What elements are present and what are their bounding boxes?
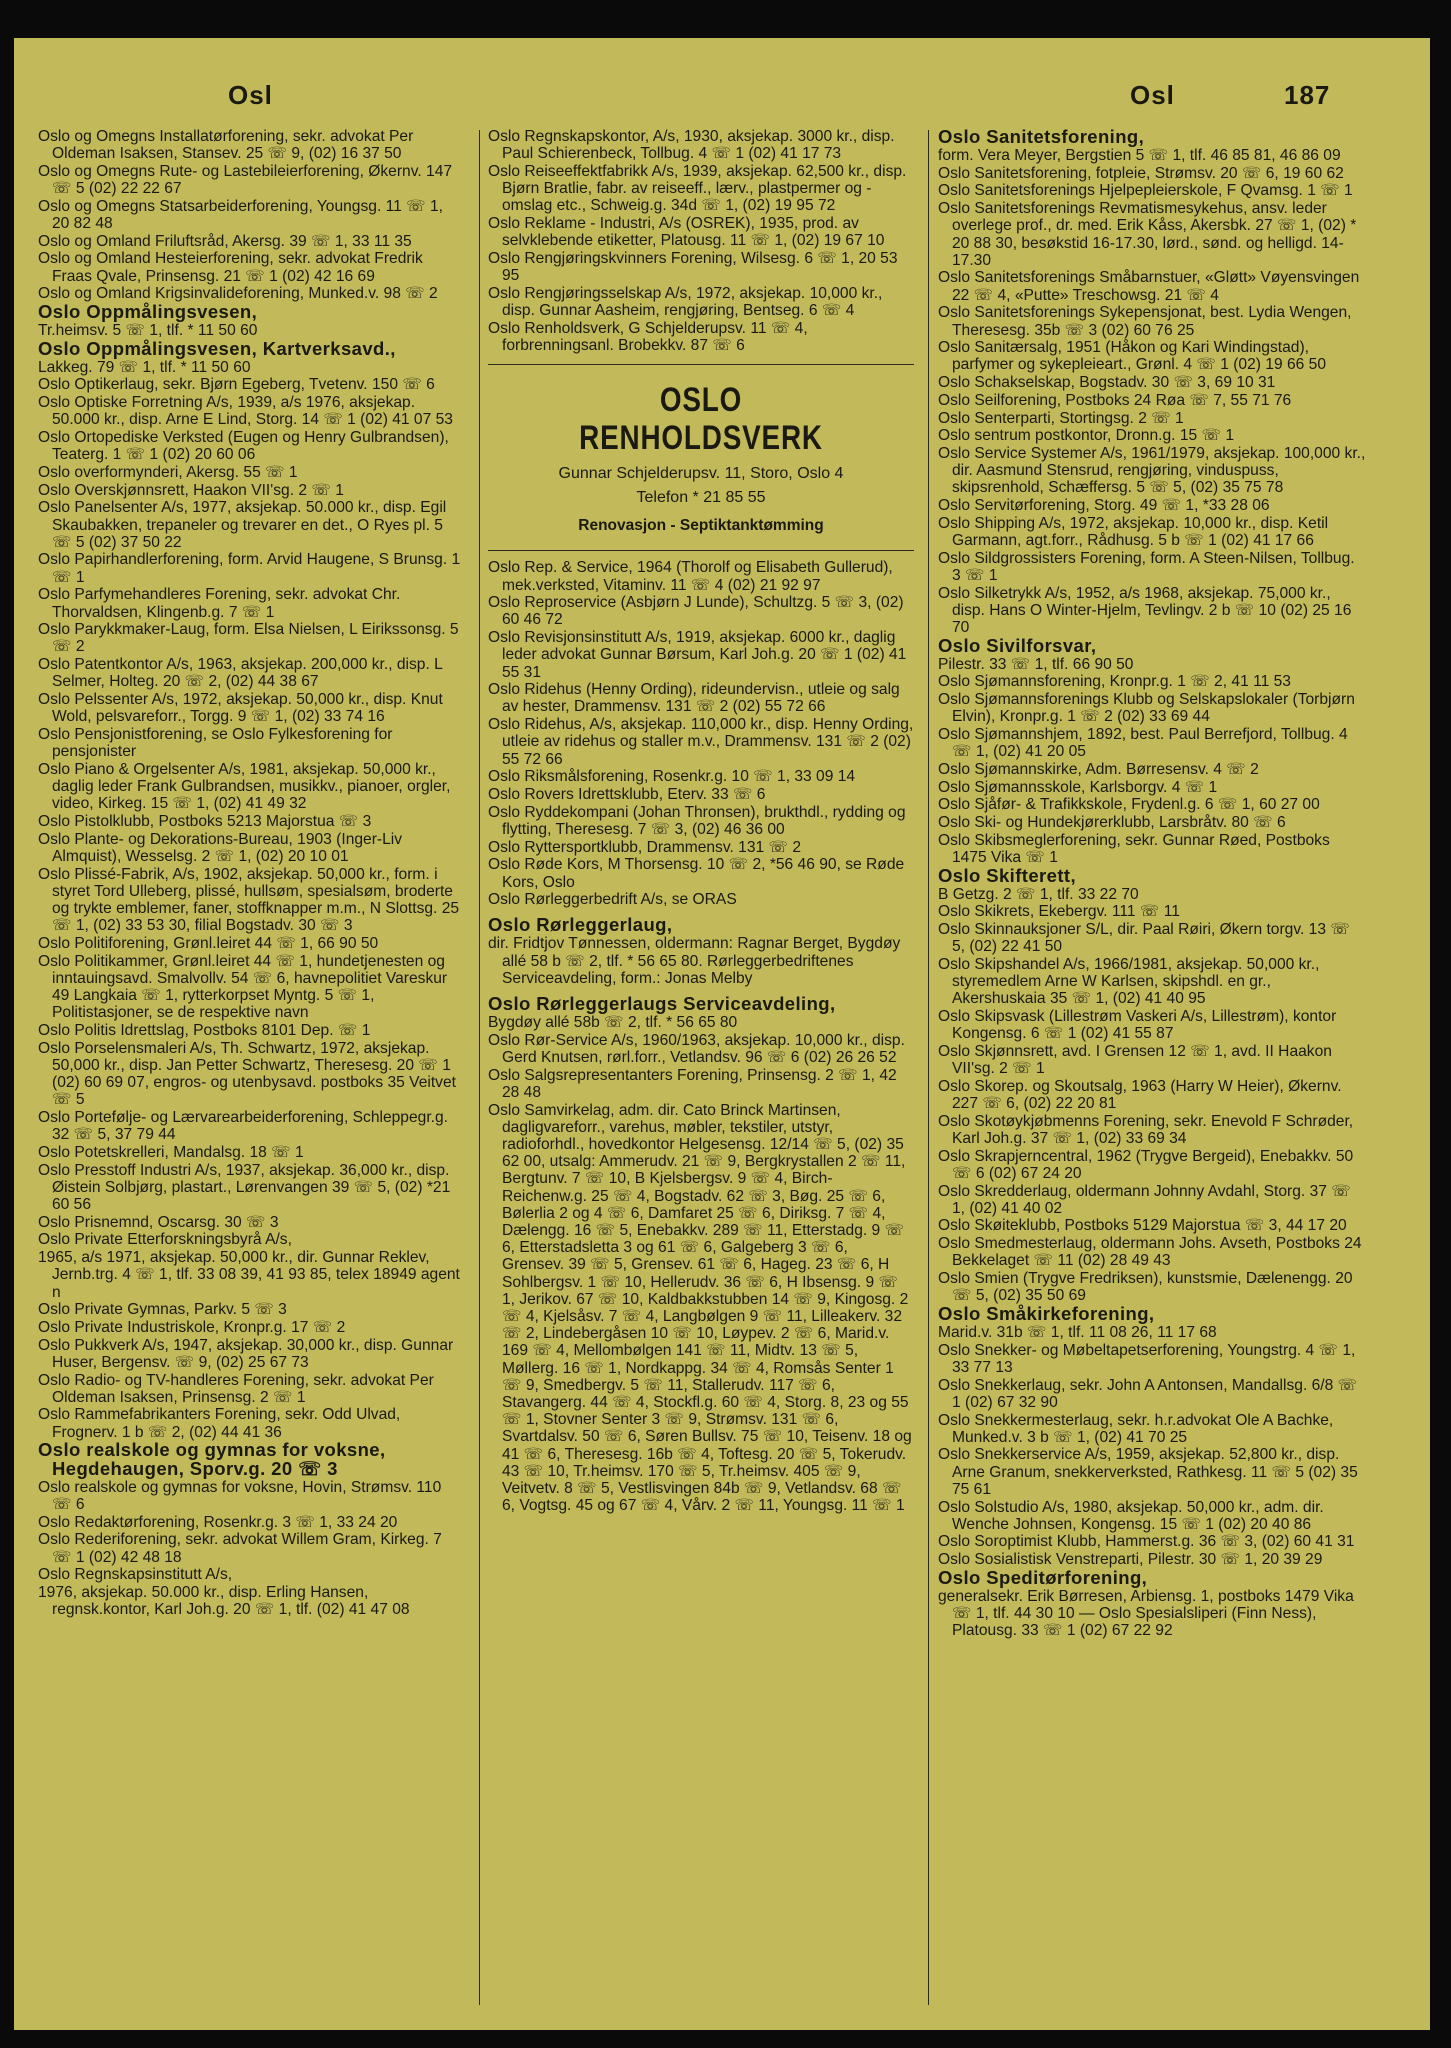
listing: Oslo Samvirkelag, adm. dir. Cato Brinck Martinsen, dagligvareforr., varehus, møbler, tekstiler, utstyr, radioforhdl., hovedkontor Helgesensg. 12/14 ☏ 5, (02) 35 62 00, utsalg: Ammerudv. 21 ☏ 9, Bergkrystallen 2 ☏ 11, Bergtunv. 7 ☏ 10, B Kjelsbergsv. 9 ☏ 4, Birch-Reichenw.g. 25 ☏ 4, Bogstadv. 62 ☏ 3, Bøg. 25 ☏ 6, Bølerlia 2 og 4 ☏ 6, Damfaret 25 ☏ 6, Diriksg. 7 ☏ 4, Dælengg. 16 ☏ 5, Enebakkv. 289 ☏ 11, Etterstadg. 9 ☏ 6, Etterstadsletta 3 og 61 ☏ 6, Galgeberg 3 ☏ 6, Grensev. 39 ☏ 5, Grensev. 61 ☏ 6, Hageg. 23 ☏ 6, H Sohlbergsv. 1 ☏ 10, Hellerudv. 36 ☏ 6, H Ibsensg. 9 ☏ 1, Jerikov. 67 ☏ 10, Kaldbakkstubben 14 ☏ 9, Kingosg. 2 ☏ 4, Kjelsåsv. 7 ☏ 4, Langbølgen 9 ☏ 11, Lilleakerv. 32 ☏ 2, Lindebergåsen 10 ☏ 10, Løypev. 2 ☏ 6, Marid.v. 169 ☏ 4, Mellombølgen 141 ☏ 11, Midtv. 13 ☏ 5, Møllerg. 16 ☏ 1, Nordkappg. 34 ☏ 4, Romsås Senter 1 ☏ 9, Smedbergv. 5 ☏ 11, Stallerudv. 117 ☏ 6, Stavangerg. 44 ☏ 4, Stockfl.g. 60 ☏ 4, Storg. 8, 23 og 55 ☏ 1, Stovner Senter 3 ☏ 9, Strømsv. 131 ☏ 6, Svartdalsv. 50 ☏ 6, Søren Bullsv. 75 ☏ 10, Teisenv. 18 og 41 ☏ 6, Theresesg. 16b ☏ 4, Toftesg. 20 ☏ 5, Tokerudv. 43 ☏ 10, Tr.heimsv. 170 ☏ 5, Tr.heimsv. 405 ☏ 9, Veitvetv. 8 ☏ 5, Vestlisvingen 84b ☏ 9, Vetlandsv. 68 ☏ 6, Vogtsg. 45 og 67 ☏ 4, Vårv. 2 ☏ 11, Youngsg. 11 ☏ 1 (488, 1101, 912, 1515)
listing: Oslo Rengjøringskvinners Forening, Wilsesg. 6 ☏ 1, 20 53 95 (488, 249, 898, 285)
listing: Oslo Rengjøringsselskap A/s, 1972, aksjekap. 10,000 kr., disp. Gunnar Aasheim, rengjøring, Bentseg. 6 ☏ 4 (488, 284, 883, 320)
listing: Oslo Reklame - Industri, A/s (OSREK), 1935, prod. av selvklebende etiketter, Platousg. 11 ☏ 1, (02) 19 67 10 (488, 215, 885, 250)
listing: Oslo Sanitetsforenings Hjelpepleierskole, F Qvamsg. 1 ☏ 1 (938, 182, 1353, 200)
listing: Oslo Sjåfør- & Trafikkskole, Frydenl.g. 6 ☏ 1, 60 27 00 (938, 796, 1320, 814)
listing: Oslo Schakselskap, Bogstadv. 30 ☏ 3, 69 10 31 (938, 374, 1276, 392)
listing: Oslo Rørleggerbedrift A/s, se ORAS (488, 891, 737, 909)
column-left (38, 128, 464, 1619)
right-running-head: Osl (1130, 80, 1175, 110)
listing: Oslo Ryttersportklubb, Drammensv. 131 ☏ 2 (488, 838, 802, 856)
listing: Oslo Sildgrossisters Forening, form. A Steen-Nilsen, Tollbug. 3 ☏ 1 (938, 549, 1355, 584)
listing: Oslo Piano & Orgelsenter A/s, 1981, aksjekap. 50,000 kr., daglig leder Frank Gulbrandsen, musikkv., pianoer, orgler, video, Kirkeg. 15 ☏ 1, (02) 41 49 32 (38, 760, 451, 813)
listing: Marid.v. 31b ☏ 1, tlf. 11 08 26, 11 17 68 (938, 1324, 1217, 1341)
listing: Oslo Skibsmeglerforening, sekr. Gunnar Røed, Postboks 1475 Vika ☏ 1 (938, 831, 1330, 866)
listing: Oslo Skipsvask (Lillestrøm Vaskeri A/s, Lillestrøm), kontor Kongensg. 6 ☏ 1 (02) 41 55 87 (938, 1008, 1337, 1043)
listing: Oslo Sjømannsskole, Karlsborgv. 4 ☏ 1 (938, 778, 1218, 796)
listing: Oslo Silketrykk A/s, 1952, a/s 1968, aksjekap. 75,000 kr., disp. Hans O Winter-Hjelm, Tevlingv. 2 b ☏ 10 (02) 25 16 70 (938, 584, 1352, 636)
listing: Oslo Sanitærsalg, 1951 (Håkon og Kari Windingstad), parfymer og sykepleieart., Grønl. 4 ☏ 1 (02) 19 66 50 (938, 339, 1326, 374)
column-right (938, 128, 1366, 1640)
listing: Oslo Reproservice (Asbjørn J Lunde), Schultzg. 5 ☏ 3, (02) 60 46 72 (488, 594, 904, 629)
listing: Oslo Sosialistisk Venstreparti, Pilestr. 30 ☏ 1, 20 39 29 (938, 1551, 1323, 1569)
listing: Oslo Skjønnsrett, avd. I Grensen 12 ☏ 1, avd. II Haakon VII'sg. 2 ☏ 1 (938, 1042, 1332, 1078)
listing: Oslo Ski- og Hundekjørerklubb, Larsbråtv. 80 ☏ 6 (938, 814, 1286, 832)
directory-page (14, 38, 1430, 2030)
listing: Oslo Shipping A/s, 1972, aksjekap. 10,000 kr., disp. Ketil Garmann, agt.forr., Rådhusg. 5 b ☏ 1 (02) 41 17 66 (938, 514, 1329, 549)
listing-heading: Oslo Rørleggerlaugs Serviceavdeling, (488, 993, 836, 1015)
listing: Oslo Portefølje- og Lærvarearbeiderforening, Schleppegr.g. 32 ☏ 5, 37 79 44 (38, 1108, 448, 1144)
listing: Oslo Snekkermesterlaug, sekr. h.r.advokat Ole A Bachke, Munked.v. 3 b ☏ 1, (02) 41 70 25 (938, 1411, 1334, 1446)
page-number: 187 (1284, 80, 1331, 110)
listing: Lakkeg. 79 ☏ 1, tlf. * 11 50 60 (38, 358, 251, 376)
ad-services: Renovasjon - Septiktanktømming (578, 517, 824, 535)
listing: Oslo Rederiforening, sekr. advokat Willem Gram, Kirkeg. 7 ☏ 1 (02) 42 48 18 (38, 1531, 442, 1566)
listing: Oslo Ortopediske Verksted (Eugen og Henry Gulbrandsen), Teaterg. 1 ☏ 1 (02) 20 60 06 (38, 429, 449, 464)
listing: Oslo Skikrets, Ekebergv. 111 ☏ 11 (938, 903, 1180, 921)
listing: Oslo og Omegns Statsarbeiderforening, Youngsg. 11 ☏ 1, 20 82 48 (38, 197, 443, 233)
listing: Oslo Plante- og Dekorations-Bureau, 1903 (Inger-Liv Almquist), Wesselsg. 2 ☏ 1, (02) 20 10 01 (38, 830, 403, 865)
listing: Oslo Pensjonistforening, se Oslo Fylkesforening for pensjonister (38, 726, 393, 761)
ad-title-line-1: OSLO (659, 381, 743, 420)
listing: Oslo Rovers Idrettsklubb, Eterv. 33 ☏ 6 (488, 785, 766, 803)
listing: Oslo Radio- og TV-handleres Forening, sekr. advokat Per Oldeman Isaksen, Prinsensg. 2 ☏ 1 (38, 1371, 434, 1406)
listing: Oslo Sjømannshjem, 1892, best. Paul Berrefjord, Tollbug. 4 ☏ 1, (02) 41 20 05 (938, 726, 1348, 761)
listing: Tr.heimsv. 5 ☏ 1, tlf. * 11 50 60 (38, 322, 258, 340)
listing: Oslo Snekkerlaug, sekr. John A Antonsen, Mandallsg. 6/8 ☏ 1 (02) 67 32 90 (938, 1376, 1358, 1411)
listing: Oslo Rep. & Service, 1964 (Thorolf og Elisabeth Gullerud), mek.verksted, Vitaminv. 11 ☏ 4 (02) 21 92 97 (488, 559, 893, 594)
listing: Oslo Sanitetsforenings Småbarnstuer, «Gløtt» Vøyensvingen 22 ☏ 4, «Putte» Treschowsg. 21 ☏ 4 (938, 269, 1360, 304)
advertisement-box (488, 373, 914, 540)
listing-heading: Oslo Oppmålingsvesen, (38, 301, 258, 323)
listing: Oslo Parfymehandleres Forening, sekr. advokat Chr. Thorvaldsen, Klingenb.g. 7 ☏ 1 (38, 586, 401, 621)
listing: Oslo Skredderlaug, oldermann Johnny Avdahl, Storg. 37 ☏ 1, (02) 41 40 02 (938, 1182, 1351, 1217)
listing: Oslo Solstudio A/s, 1980, aksjekap. 50,000 kr., adm. dir. Wenche Johnsen, Kongensg. 15 ☏ 1 (02) 20 40 86 (938, 1498, 1324, 1533)
listing: Oslo Optikerlaug, sekr. Bjørn Egeberg, Tvetenv. 150 ☏ 6 (38, 376, 435, 394)
listing: Oslo Plissé-Fabrik, A/s, 1902, aksjekap. 50,000 kr., form. i styret Tord Ulleberg, plissé, hullsøm, spesialsøm, broderte og trykte emblemer, faner, stoffknapper m.m., N Slottsg. 25 ☏ 1, (02) 33 53 30, filial Bogstadv. 30 ☏ 3 (38, 865, 460, 935)
listing: Oslo sentrum postkontor, Dronn.g. 15 ☏ 1 (938, 427, 1234, 445)
listing: Oslo overformynderi, Akersg. 55 ☏ 1 (38, 463, 298, 481)
listing: Oslo Skorep. og Skoutsalg, 1963 (Harry W Heier), Økernv. 227 ☏ 6, (02) 22 20 81 (938, 1077, 1342, 1113)
ad-bottom-rule (488, 550, 914, 551)
listing: Oslo Sjømannsforenings Klubb og Selskapslokaler (Torbjørn Elvin), Kronpr.g. 1 ☏ 2 (02) 33 69 44 (938, 691, 1355, 726)
listing: Oslo Soroptimist Klubb, Hammerst.g. 36 ☏ 3, (02) 60 41 31 (938, 1533, 1355, 1551)
listing: Oslo Pelssenter A/s, 1972, aksjekap. 50,000 kr., disp. Knut Wold, pelsvareforr., Torgg. 9 ☏ 1, (02) 33 74 16 (38, 691, 443, 726)
listing: Oslo Servitørforening, Storg. 49 ☏ 1, *33 28 06 (938, 497, 1270, 515)
listing-heading: Oslo Skifterett, (938, 864, 1076, 886)
listing: Oslo Rør-Service A/s, 1960/1963, aksjekap. 10,000 kr., disp. Gerd Knutsen, rørl.forr., Vetlandsv. 96 ☏ 6 (02) 26 26 52 (488, 1031, 905, 1066)
listing: Oslo Optiske Forretning A/s, 1939, a/s 1976, aksjekap. 50.000 kr., disp. Arne E Lind, Storg. 14 ☏ 1 (02) 41 07 53 (38, 394, 453, 429)
listing: Oslo Potetskrelleri, Mandalsg. 18 ☏ 1 (38, 1143, 304, 1161)
listing: Oslo Regnskapskontor, A/s, 1930, aksjekap. 3000 kr., disp. Paul Schierenbeck, Tollbug. 4 ☏ 1 (02) 41 17 73 (488, 128, 895, 163)
listing: Oslo Skøiteklubb, Postboks 5129 Majorstua ☏ 3, 44 17 20 (938, 1217, 1347, 1235)
ad-top-rule (488, 364, 914, 365)
listing: Bygdøy allé 58b ☏ 2, tlf. * 56 65 80 (488, 1014, 738, 1032)
listing: generalsekr. Erik Børresen, Arbiensg. 1, postboks 1479 Vika ☏ 1, tlf. 44 30 10 — Oslo Spesialsliperi (Finn Ness), Platousg. 33 ☏ 1 (02) 67 22 92 (938, 1587, 1354, 1640)
listing: Oslo Smedmesterlaug, oldermann Johs. Avseth, Postboks 24 Bekkelaget ☏ 11 (02) 28 49 43 (938, 1235, 1362, 1270)
listing: Oslo Service Systemer A/s, 1961/1979, aksjekap. 100,000 kr., dir. Aasmund Stensrud, rengjøring, vinduspuss, skipsrenhold, Schæffersg. 5 ☏ 5, (02) 35 75 78 (938, 444, 1366, 497)
listing: Oslo Revisjonsinstitutt A/s, 1919, aksjekap. 6000 kr., daglig leder advokat Gunnar Børsum, Karl Joh.g. 20 ☏ 1 (02) 41 55 31 (488, 629, 907, 681)
listing: Oslo Riksmålsforening, Rosenkr.g. 10 ☏ 1, 33 09 14 (488, 768, 856, 786)
listing: Oslo Seilforening, Postboks 24 Røa ☏ 7, 55 71 76 (938, 391, 1292, 409)
listing: Oslo Politikammer, Grønl.leiret 44 ☏ 1, hundetjenesten og inntauingsavd. Smalvollv. 54 ☏ 6, havnepolitiet Vareskur 49 Langkaia ☏ 1, rytterkorpset Myntg. 5 ☏ 1, Politistasjoner, se de respektive navn (38, 952, 448, 1022)
listing: Oslo Politiforening, Grønl.leiret 44 ☏ 1, 66 90 50 (38, 934, 379, 952)
ad-title-line-2: RENHOLDSVERK (579, 419, 823, 458)
listing: Oslo og Omland Krigsinvalideforening, Munked.v. 98 ☏ 2 (38, 285, 438, 303)
column-divider-2 (928, 130, 929, 2005)
listing-heading: Oslo Sanitetsforening, (938, 126, 1145, 147)
listing: Oslo Sanitetsforenings Revmatismesykehus, ansv. leder overlege prof., dr. med. Erik Kåss, Akersbk. 27 ☏ 1, (02) * 20 88 30, besøkstid 16-17.30, lørd., sønd. og helligd. 14-17.30 (938, 200, 1357, 269)
listing: Oslo Pistolklubb, Postboks 5213 Majorstua ☏ 3 (38, 813, 372, 831)
listing: Oslo Snekker- og Møbeltapetserforening, Youngstrg. 4 ☏ 1, 33 77 13 (938, 1341, 1356, 1376)
listing: Oslo Skotøykjøbmenns Forening, sekr. Enevold F Schrøder, Karl Joh.g. 37 ☏ 1, (02) 33 69 34 (938, 1112, 1354, 1147)
listing: Oslo Ridehus, A/s, aksjekap. 110,000 kr., disp. Henny Ording, utleie av ridehus og staller m.v., Drammensv. 131 ☏ 2 (02) 55 72 66 (488, 716, 914, 768)
listing: Oslo og Omegns Rute- og Lastebileierforening, Økernv. 147 ☏ 5 (02) 22 22 67 (38, 162, 453, 198)
listing: Oslo og Omland Friluftsråd, Akersg. 39 ☏ 1, 33 11 35 (38, 232, 412, 250)
listing: Oslo Sjømannsforening, Kronpr.g. 1 ☏ 2, 41 11 53 (938, 673, 1291, 691)
listing-heading: Oslo Oppmålingsvesen, Kartverksavd., (38, 337, 396, 359)
listing-heading: Oslo Speditørforening, (938, 1566, 1148, 1588)
listing: Oslo Skinnauksjoner S/L, dir. Paal Røiri, Økern torgv. 13 ☏ 5, (02) 22 41 50 (938, 921, 1350, 956)
listing: 1965, a/s 1971, aksjekap. 50,000 kr., dir. Gunnar Reklev, Jernb.trg. 4 ☏ 1, tlf. 33 08 39, 41 93 85, telex 18949 agent n (38, 1249, 460, 1301)
listing: Oslo Skrapjerncentral, 1962 (Trygve Bergeid), Enebakkv. 50 ☏ 6 (02) 67 24 20 (938, 1147, 1354, 1182)
listing: Pilestr. 33 ☏ 1, tlf. 66 90 50 (938, 655, 1134, 673)
listing: Oslo Senterparti, Stortingsg. 2 ☏ 1 (938, 409, 1184, 427)
listing: Oslo Reiseeffektfabrikk A/s, 1939, aksjekap. 62,500 kr., disp. Bjørn Bratlie, fabr. av reiseeff., lærv., plastpermer og -omslag etc., Schweig.g. 34d ☏ 1, (02) 19 95 72 (488, 162, 907, 215)
listing: B Getzg. 2 ☏ 1, tlf. 33 22 70 (938, 885, 1139, 903)
ad-phone: Telefon * 21 85 55 (636, 489, 766, 507)
listing: form. Vera Meyer, Bergstien 5 ☏ 1, tlf. 46 85 81, 46 86 09 (938, 147, 1341, 164)
listing: Oslo Sjømannskirke, Adm. Børresensv. 4 ☏ 2 (938, 760, 1259, 778)
column-divider-1 (479, 130, 480, 2005)
listing: Oslo Smien (Trygve Fredriksen), kunstsmie, Dælenengg. 20 ☏ 5, (02) 35 50 69 (938, 1270, 1353, 1305)
listing: Oslo og Omland Hesteierforening, sekr. advokat Fredrik Fraas Qvale, Prinsensg. 21 ☏ 1 (02) 42 16 69 (38, 250, 423, 285)
listing: Oslo Private Gymnas, Parkv. 5 ☏ 3 (38, 1301, 287, 1319)
listing: Oslo realskole og gymnas for voksne, Hovin, Strømsv. 110 ☏ 6 (38, 1478, 442, 1514)
left-running-head: Osl (228, 80, 273, 110)
listing: Oslo Sanitetsforening, fotpleie, Strømsv. 20 ☏ 6, 19 60 62 (938, 164, 1344, 182)
listing: Oslo Renholdsverk, G Schjelderupsv. 11 ☏ 4, forbrenningsanl. Brobekkv. 87 ☏ 6 (488, 319, 808, 354)
listing: Oslo Ryddekompani (Johan Thronsen), brukthdl., rydding og flytting, Theresesg. 7 ☏ 3, (02) 46 36 00 (488, 803, 906, 838)
listing: Oslo Patentkontor A/s, 1963, aksjekap. 200,000 kr., disp. L Selmer, Holteg. 20 ☏ 2, (02) 44 38 67 (38, 656, 443, 691)
listing: Oslo Regnskapsinstitutt A/s, (38, 1566, 233, 1584)
listing-heading: Oslo Sivilforsvar, (938, 634, 1097, 656)
listing-heading: Oslo Småkirkeforening, (938, 1303, 1155, 1324)
listing: Oslo og Omegns Installatørforening, sekr. advokat Per Oldeman Isaksen, Stansev. 25 ☏ 9, (02) 16 37 50 (38, 128, 414, 163)
listing: Oslo Panelsenter A/s, 1977, aksjekap. 50.000 kr., disp. Egil Skaubakken, trepaneler og trevarer en det., O Ryes pl. 5 ☏ 5 (02) 37 50 22 (38, 499, 447, 551)
column-middle (488, 128, 914, 1515)
listing: Oslo Prisnemnd, Oscarsg. 30 ☏ 3 (38, 1213, 279, 1231)
listing: Oslo Ridehus (Henny Ording), rideundervisn., utleie og salg av hester, Drammensv. 131 ☏ 2 (02) 55 72 66 (488, 681, 900, 716)
listing: Oslo Sanitetsforenings Sykepensjonat, best. Lydia Wengen, Theresesg. 35b ☏ 3 (02) 60 76 25 (938, 304, 1352, 339)
listing-heading: Oslo realskole og gymnas for voksne, Hegdehaugen, Sporv.g. 20 ☏ 3 (38, 1439, 386, 1479)
listing: dir. Fridtjov Tønnessen, oldermann: Ragnar Berget, Bygdøy allé 58 b ☏ 2, tlf. * 56 65 80. Rørleggerbedriftenes Serviceavdeling, form.: Jonas Melby (488, 935, 901, 987)
ad-address: Gunnar Schjelderupsv. 11, Storo, Oslo 4 (558, 465, 844, 483)
listing: Oslo Porselensmaleri A/s, Th. Schwartz, 1972, aksjekap. 50,000 kr., disp. Jan Petter Schwartz, Theresesg. 20 ☏ 1 (02) 60 69 07, engros- og utenbysavd. postboks 35 Veitvet ☏ 5 (38, 1039, 456, 1109)
listing-heading: Oslo Rørleggerlaug, (488, 914, 673, 936)
listing: 1976, aksjekap. 50.000 kr., disp. Erling Hansen, regnsk.kontor, Karl Joh.g. 20 ☏ 1, tlf. (02) 41 47 08 (38, 1584, 410, 1619)
listing: Oslo Parykkmaker-Laug, form. Elsa Nielsen, L Eirikssonsg. 5 ☏ 2 (38, 621, 459, 656)
listing: Oslo Røde Kors, M Thorsensg. 10 ☏ 2, *56 46 90, se Røde Kors, Oslo (488, 856, 905, 891)
listing: Oslo Papirhandlerforening, form. Arvid Haugene, S Brunsg. 1 ☏ 1 (38, 551, 461, 586)
listing: Oslo Snekkerservice A/s, 1959, aksjekap. 52,800 kr., disp. Arne Granum, snekkerverksted, Rathkesg. 11 ☏ 5 (02) 35 75 61 (938, 1446, 1358, 1498)
listing: Oslo Presstoff Industri A/s, 1937, aksjekap. 36,000 kr., disp. Øistein Solbjørg, plastart., Lørenvangen 39 ☏ 5, (02) *21 60 56 (38, 1161, 451, 1213)
listing: Oslo Private Industriskole, Kronpr.g. 17 ☏ 2 (38, 1318, 346, 1336)
listing: Oslo Salgsrepresentanters Forening, Prinsensg. 2 ☏ 1, 42 28 48 (488, 1066, 897, 1101)
listing: Oslo Politis Idrettslag, Postboks 8101 Dep. ☏ 1 (38, 1021, 371, 1039)
listing: Oslo Rammefabrikanters Forening, sekr. Odd Ulvad, Frognerv. 1 b ☏ 2, (02) 44 41 36 (38, 1406, 401, 1441)
listing: Oslo Pukkverk A/s, 1947, aksjekap. 30,000 kr., disp. Gunnar Huser, Bergensv. ☏ 9, (02) 25 67 73 (38, 1336, 454, 1371)
listing: Oslo Redaktørforening, Rosenkr.g. 3 ☏ 1, 33 24 20 (38, 1513, 398, 1531)
listing: Oslo Skipshandel A/s, 1966/1981, aksjekap. 50,000 kr., styremedlem Arne W Karlsen, skipshdl. en gr., Akershuskaia 35 ☏ 1, (02) 41 40 95 (938, 955, 1320, 1008)
listing: Oslo Private Etterforskningsbyrå A/s, (38, 1231, 292, 1249)
listing: Oslo Overskjønnsrett, Haakon VII'sg. 2 ☏ 1 (38, 481, 344, 499)
